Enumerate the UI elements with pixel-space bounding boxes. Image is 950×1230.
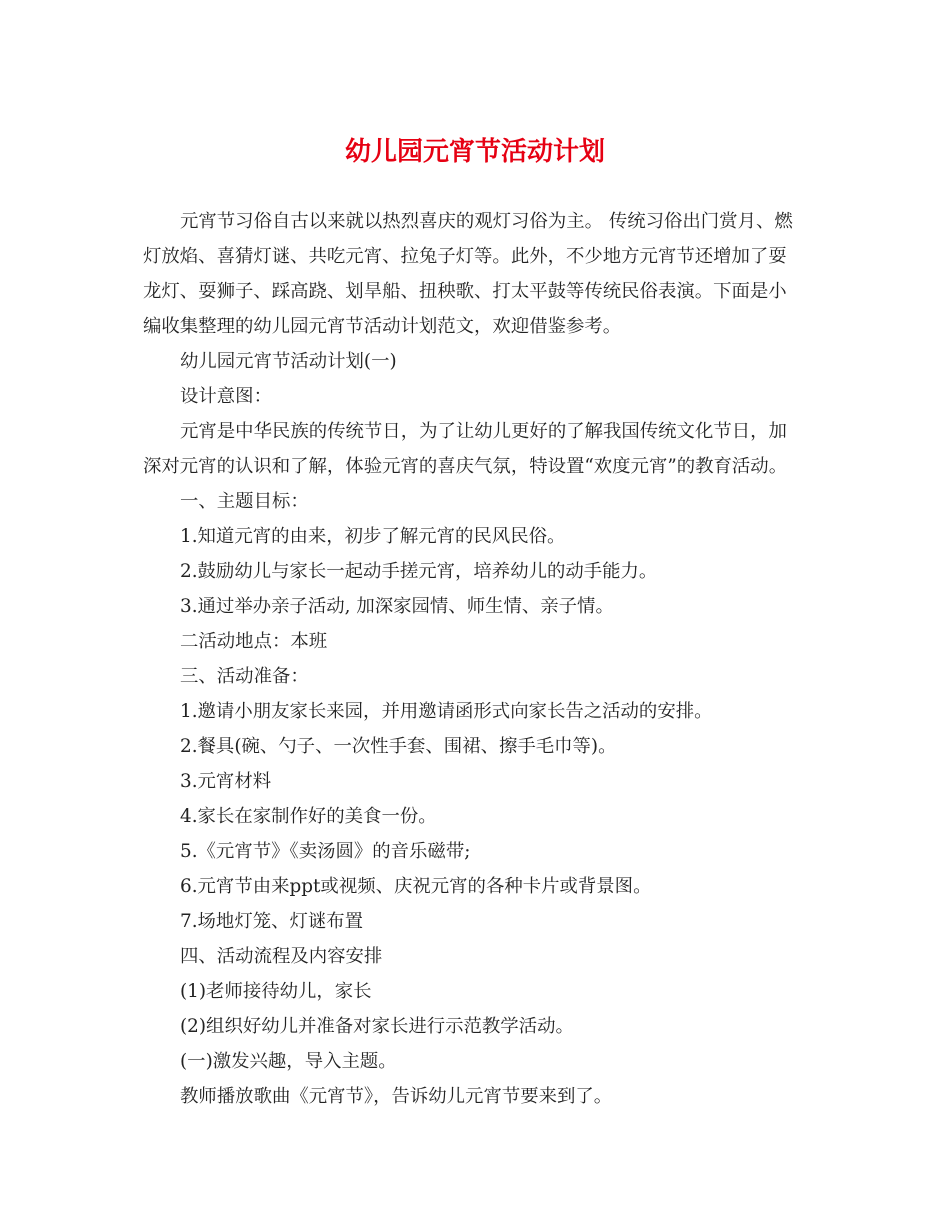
list-item: 2.鼓励幼儿与家长一起动手搓元宵，培养幼儿的动手能力。 [180,561,658,582]
list-item: 2.餐具(碗、勺子、一次性手套、围裙、擦手毛巾等)。 [180,736,617,757]
intro-line: 灯放焰、喜猜灯谜、共吃元宵、拉兔子灯等。此外，不少地方元宵节还增加了耍 [143,246,787,267]
list-item: 二活动地点：本班 [180,631,328,652]
list-item: 教师播放歌曲《元宵节》，告诉幼儿元宵节要来到了。 [180,1086,613,1107]
intro-line: 元宵节习俗自古以来就以热烈喜庆的观灯习俗为主。 传统习俗出门赏月、燃 [180,211,793,232]
list-item: (2)组织好幼儿并准备对家长进行示范教学活动。 [180,1016,574,1037]
list-item: 7.场地灯笼、灯谜布置 [180,911,364,932]
document-body [143,204,815,1114]
list-item: 6.元宵节由来ppt或视频、庆祝元宵的各种卡片或背景图。 [180,876,652,897]
plan-heading: 幼儿园元宵节活动计划(一) [180,351,397,372]
intro-paragraph [143,204,815,344]
design-intent-line: 元宵是中华民族的传统节日，为了让幼儿更好的了解我国传统文化节日，加 [180,421,787,442]
list-item: (一)激发兴趣，导入主题。 [180,1051,397,1072]
item-list [143,484,815,1114]
plan-heading-paragraph [143,344,815,379]
list-item: 1.知道元宵的由来，初步了解元宵的民风民俗。 [180,526,566,547]
intro-line: 龙灯、耍狮子、踩高跷、划旱船、扭秧歌、打太平鼓等传统民俗表演。下面是小 [143,281,787,302]
design-intent-paragraph [143,414,815,484]
list-item: 1.邀请小朋友家长来园，并用邀请函形式向家长告之活动的安排。 [180,701,713,722]
design-intent-label-paragraph [143,379,815,414]
list-item: (1)老师接待幼儿，家长 [180,981,372,1002]
design-intent-label: 设计意图： [180,386,272,407]
intro-line: 编收集整理的幼儿园元宵节活动计划范文，欢迎借鉴参考。 [143,316,622,337]
list-item: 5.《元宵节》《卖汤圆》的音乐磁带; [180,841,471,862]
list-item: 一、主题目标： [180,491,309,512]
design-intent-line: 深对元宵的认识和了解，体验元宵的喜庆气氛，特设置“欢度元宵”的教育活动。 [143,456,788,477]
list-item: 4.家长在家制作好的美食一份。 [180,806,437,827]
list-item: 3.通过举办亲子活动, 加深家园情、师生情、亲子情。 [180,596,614,617]
list-item: 三、活动准备： [180,666,309,687]
list-item: 四、活动流程及内容安排 [180,946,383,967]
list-item: 3.元宵材料 [180,771,272,792]
document-title: 幼儿园元宵节活动计划 [344,137,605,167]
